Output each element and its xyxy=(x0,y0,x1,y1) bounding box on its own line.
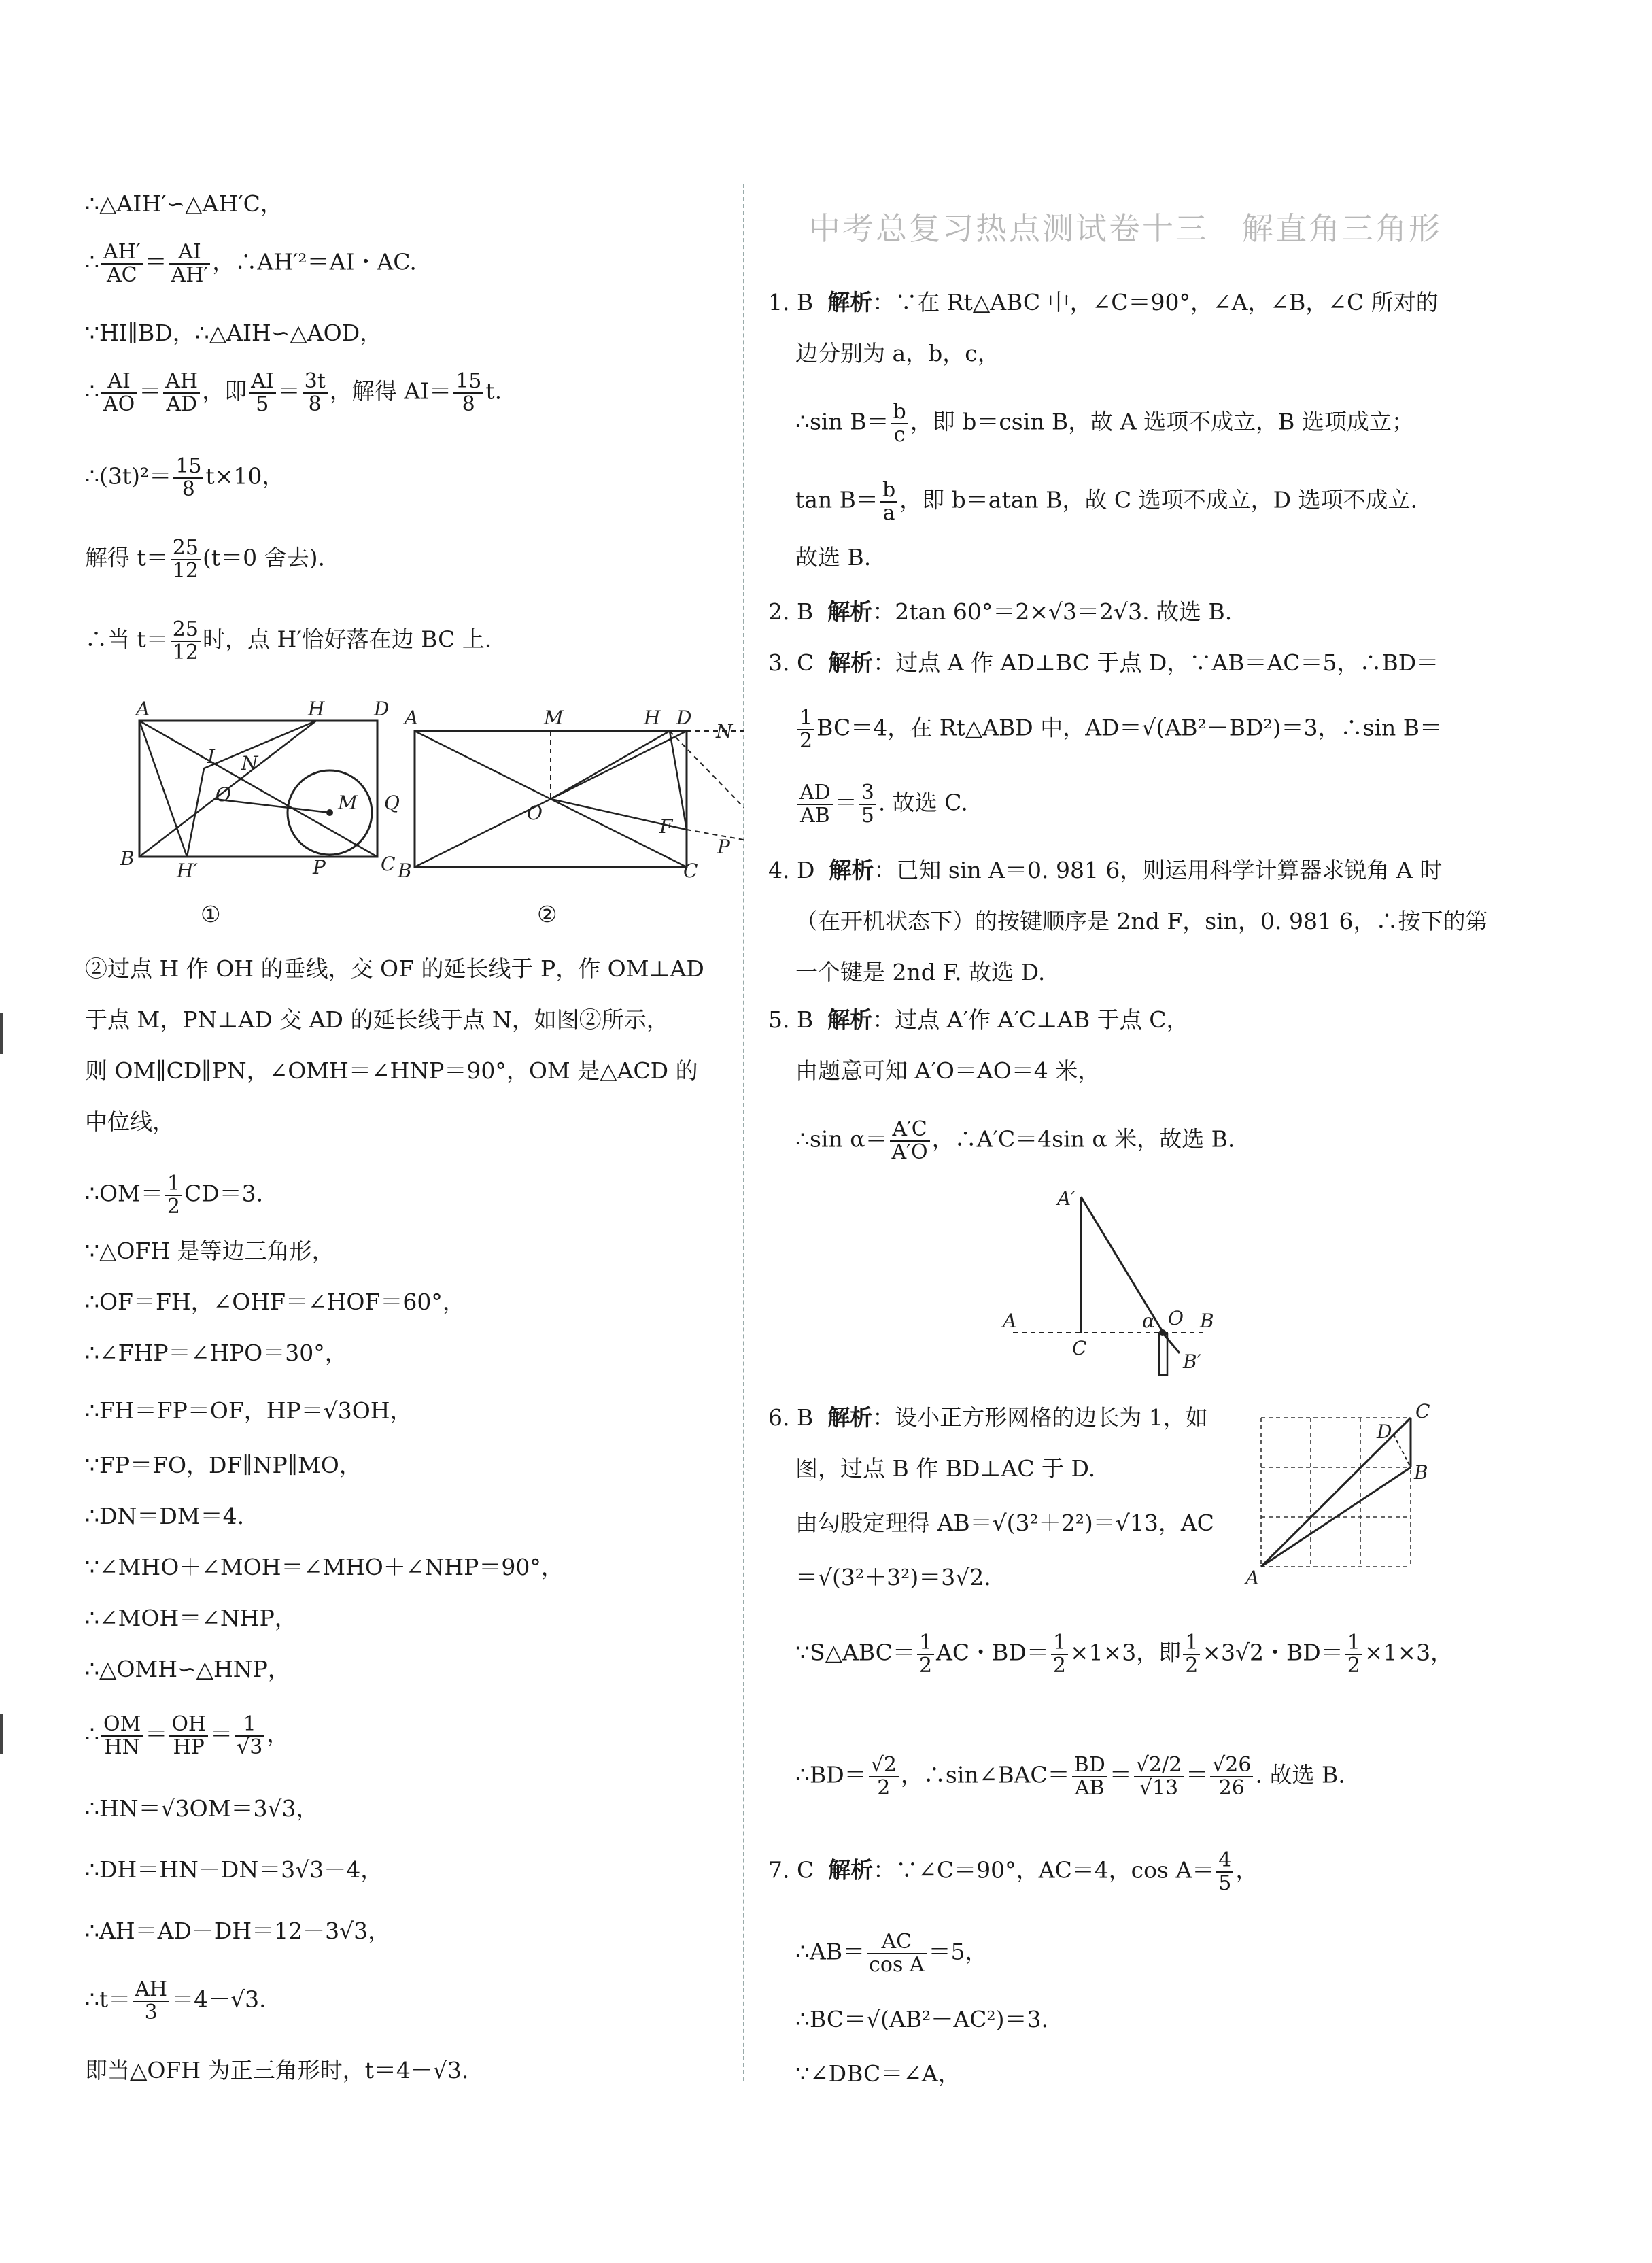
text-line: 则 OM∥CD∥PN，∠OMH＝∠HNP＝90°，OM 是△ACD 的 xyxy=(85,1057,698,1084)
fig3-label: B xyxy=(1200,1310,1214,1332)
fig1-label: I xyxy=(207,745,216,768)
fig2-label: N xyxy=(716,720,733,743)
answer-line: 7. C 解析：∵∠C＝90°，AC＝4，cos A＝ $\frac{4}{5}$ ， xyxy=(768,1848,1258,1895)
answer-line: （在开机状态下）的按键顺序是 2nd F，sin，0. 981 6，∴按下的第 xyxy=(795,908,1488,934)
answer-line: ∴BD＝ $\frac{√2}{2}$ ，∴sin∠BAC＝ $\frac{BD}{AB}$ ＝ $\frac{√2/2}{√13}$ ＝ $\frac{√26}{26}$ . 故选 B. xyxy=(795,1753,1345,1800)
text-line: ∴△AIH′∽△AH′C， xyxy=(85,190,283,217)
figure-caption: ① xyxy=(201,901,221,928)
margin-mark xyxy=(0,1013,3,1054)
fig2-label: F xyxy=(659,815,673,838)
fig1-label: N xyxy=(241,752,258,775)
answer-line: ∵S△ABC＝ $\frac{1}{2}$ AC・BD＝ $\frac{1}{2}$ ×1×3，即 $\frac{1}{2}$ ×3√2・BD＝ $\frac{1}{2}$ ×1×3， xyxy=(795,1631,1453,1678)
fig2-label: P xyxy=(717,836,730,858)
text-line: ∴△OMH∽△HNP， xyxy=(85,1656,290,1682)
text-line: ∵∠MHO＋∠MOH＝∠MHO＋∠NHP＝90°， xyxy=(85,1554,564,1580)
text-line: ∴ $\frac{OM}{HN}$ ＝ $\frac{OH}{HP}$ ＝ $\frac{1}{√3}$ ， xyxy=(85,1712,290,1759)
text-line: ②过点 H 作 OH 的垂线，交 OF 的延长线于 P，作 OM⊥AD xyxy=(85,955,704,982)
answer-line: 1. B 解析：∵在 Rt△ABC 中，∠C＝90°，∠A，∠B，∠C 所对的 xyxy=(768,289,1439,316)
fig3-label: O xyxy=(1168,1307,1184,1329)
fig1-label: Q xyxy=(384,792,400,814)
text-line: 中位线， xyxy=(85,1108,175,1135)
text-line: ∴AH＝AD－DH＝12－3√3， xyxy=(85,1918,391,1944)
text-line: ∴当 t＝ $\frac{25}{12}$ 时，点 H′恰好落在边 BC 上. xyxy=(85,617,492,664)
figure-2-rectangle-triangle xyxy=(391,687,744,884)
text-line: ∴DN＝DM＝4. xyxy=(85,1503,245,1529)
text-line: ∴(3t)²＝ $\frac{15}{8}$ t×10， xyxy=(85,454,285,501)
fig2-label: O xyxy=(527,802,543,824)
fig1-label: A xyxy=(136,698,150,720)
fig1-label: M xyxy=(338,792,358,814)
figure-1-rectangle-circle xyxy=(105,687,425,877)
answer-line: 5. B 解析：过点 A′作 A′C⊥AB 于点 C， xyxy=(768,1006,1189,1033)
fig4-label: C xyxy=(1415,1401,1430,1423)
text-line: ∴HN＝√3OM＝3√3， xyxy=(85,1795,319,1822)
fig1-label: H′ xyxy=(177,860,198,877)
text-line: ∴ $\frac{AH'}{AC}$ ＝ $\frac{AI}{AH'}$ ，∴AH′²＝AI・AC. xyxy=(85,240,417,287)
fig4-label: B xyxy=(1414,1461,1428,1484)
answer-line: 边分别为 a，b，c， xyxy=(795,340,1000,367)
fig4-label: A xyxy=(1245,1567,1260,1589)
answer-line: 2. B 解析：2tan 60°＝2×√3＝2√3. 故选 B. xyxy=(768,598,1233,625)
fig3-label: A′ xyxy=(1057,1187,1075,1210)
text-line: ∴FH＝FP＝OF，HP＝√3OH， xyxy=(85,1397,413,1424)
answer-line: ∴AB＝ $\frac{AC}{\text{cos A}}$ ＝5， xyxy=(795,1930,988,1977)
text-line: ∵HI∥BD，∴△AIH∽△AOD， xyxy=(85,320,383,346)
answer-line: ∴BC＝√(AB²－AC²)＝3. xyxy=(795,2006,1048,2032)
text-line: ∵△OFH 是等边三角形， xyxy=(85,1238,334,1264)
answer-line: 一个键是 2nd F. 故选 D. xyxy=(795,959,1046,985)
text-line: ∴DH＝HN－DN＝3√3－4， xyxy=(85,1856,383,1883)
text-line: 即当△OFH 为正三角形时，t＝4－√3. xyxy=(85,2057,469,2083)
answer-line: ∴sin α＝ $\frac{A'C}{A'O}$ ，∴A′C＝4sin α 米，故选 B. xyxy=(795,1117,1235,1164)
text-line: ∴ $\frac{AI}{AO}$ ＝ $\frac{AH}{AD}$ ，即 $\frac{AI}{5}$ ＝ $\frac{3t}{8}$ ，解得 AI＝ $\frac{15}{8}$ t. xyxy=(85,369,502,416)
fig1-label: C xyxy=(381,853,396,875)
text-line: ∵FP＝FO，DF∥NP∥MO， xyxy=(85,1452,362,1478)
fig4-label: D xyxy=(1377,1420,1392,1443)
answer-line: 6. B 解析：设小正方形网格的边长为 1，如 xyxy=(768,1404,1208,1431)
answer-line: ∵∠DBC＝∠A， xyxy=(795,2060,961,2087)
fig2-label: D xyxy=(676,707,692,729)
figure-caption: ② xyxy=(537,901,557,928)
fig1-label: H xyxy=(308,698,325,720)
answer-line: ＝√(3²＋3²)＝3√2. xyxy=(795,1564,991,1590)
fig3-label: B′ xyxy=(1183,1350,1201,1373)
answer-line: $\frac{1}{2}$ BC＝4，在 Rt△ABD 中，AD＝√(AB²－BD²)＝3，∴sin B＝ xyxy=(795,707,1442,751)
fig3-label: α xyxy=(1142,1310,1155,1332)
answer-line: tan B＝ $\frac{b}{a}$ ，即 b＝atan B，故 C 选项不成立，D 选项不成立. xyxy=(795,478,1418,525)
fig2-label: A xyxy=(405,707,419,729)
figure-3-ladder xyxy=(986,1176,1231,1380)
text-line: 解得 t＝ $\frac{25}{12}$ (t＝0 舍去). xyxy=(85,536,325,583)
text-line: ∴OM＝ $\frac{1}{2}$ CD＝3. xyxy=(85,1172,264,1219)
text-line: ∴t＝ $\frac{AH}{3}$ ＝4－√3. xyxy=(85,1977,266,2024)
text-line: ∴∠MOH＝∠NHP， xyxy=(85,1605,297,1631)
text-line: 于点 M，PN⊥AD 交 AD 的延长线于点 N，如图②所示， xyxy=(85,1006,669,1033)
fig2-label: H xyxy=(644,707,661,729)
fig1-label: D xyxy=(374,698,390,720)
answer-line: 由勾股定理得 AB＝√(3²＋2²)＝√13，AC xyxy=(795,1510,1214,1536)
answer-line: 4. D 解析：已知 sin A＝0. 981 6，则运用科学计算器求锐角 A 时 xyxy=(768,857,1443,883)
text-line: ∴OF＝FH，∠OHF＝∠HOF＝60°， xyxy=(85,1289,465,1315)
fig2-label: B xyxy=(398,860,412,882)
answer-line: ∴sin B＝ $\frac{b}{c}$ ，即 b＝csin B，故 A 选项不成立，B 选项成立； xyxy=(795,400,1414,447)
answer-line: $\frac{AD}{AB}$ ＝ $\frac{3}{5}$ . 故选 C. xyxy=(795,782,968,826)
fig2-label: C xyxy=(683,860,698,882)
answer-line: 由题意可知 A′O＝AO＝4 米， xyxy=(795,1057,1101,1084)
fig1-label: B xyxy=(120,847,135,870)
fig1-label: P xyxy=(313,856,326,877)
fig3-label: A xyxy=(1003,1310,1017,1332)
figure-4-grid xyxy=(1244,1401,1455,1598)
margin-mark xyxy=(0,1714,3,1754)
answer-line: 图，过点 B 作 BD⊥AC 于 D. xyxy=(795,1455,1096,1482)
right-section-title: 中考总复习热点测试卷十三 解直角三角形 xyxy=(809,210,1442,247)
column-divider xyxy=(743,184,744,2081)
answer-line: 3. C 解析：过点 A 作 AD⊥BC 于点 D，∵AB＝AC＝5，∴BD＝ xyxy=(768,649,1439,676)
text-line: ∴∠FHP＝∠HPO＝30°， xyxy=(85,1340,347,1366)
fig1-label: O xyxy=(216,783,231,806)
answer-line: 故选 B. xyxy=(795,544,872,571)
fig3-label: C xyxy=(1072,1337,1087,1359)
fig2-label: M xyxy=(544,707,564,729)
